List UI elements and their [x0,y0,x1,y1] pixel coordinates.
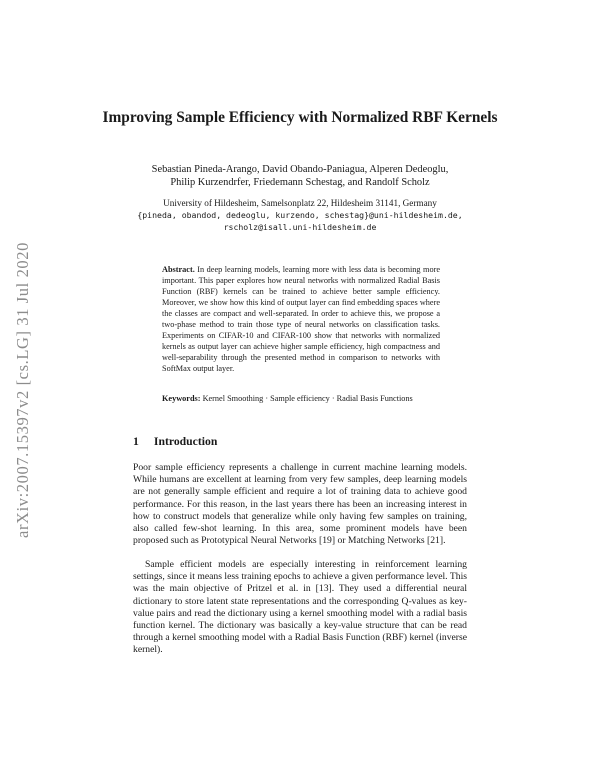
abstract-label: Abstract. [162,265,195,274]
section-number: 1 [133,435,139,448]
body-paragraph: Poor sample efficiency represents a challenge in current machine learning models. While humans are excellent at learning from very few samples, deep learning models are not generally sample efficient and require a lot of training data to achieve good performance. For this reason, in the last years there has been an increasing interest in how to construct models that generalize while only having few samples on training, also called few-shot learning. In this area, some prominent models have been proposed such as Prototypical Neural Networks [19] or Matching Networks [21]. [133,462,467,547]
affiliation-block [120,197,480,233]
section-heading-introduction [133,435,217,448]
body-paragraph: Sample efficient models are especially interesting in reinforcement learning settings, since it means less training epochs to achieve a given performance level. This was the main objective of Pritzel et al. in [13]. They used a differential neural dictionary to store latent state representations and the corresponding Q-values as key-value pairs and read the dictionary using a kernel smoothing model with a radial basis function kernel. The dictionary was basically a key-value structure that can be read through a kernel smoothing model with a Radial Basis Function (RBF) kernel (inverse kernel). [133,559,467,656]
paper-title: Improving Sample Efficiency with Normalized RBF Kernels [102,109,498,126]
institution: University of Hildesheim, Samelsonplatz 22, Hildesheim 31141, Germany [163,198,437,208]
arxiv-identifier-stamp [12,210,34,570]
abstract [162,265,440,375]
arxiv-identifier-text: arXiv:2007.15397v2 [cs.LG] 31 Jul 2020 [13,242,32,538]
keywords-label: Keywords: [162,394,201,403]
email-addresses: {pineda, obandod, dedeoglu, kurzendo, schestag}@uni-hildesheim.de, [137,210,463,220]
keywords-text: Kernel Smoothing · Sample efficiency · Radial Basis Functions [202,394,413,403]
section-title: Introduction [153,435,218,448]
email-address-secondary: rscholz@isall.uni-hildesheim.de [223,222,377,232]
abstract-text: In deep learning models, learning more with less data is becoming more important. This paper explores how neural networks with normalized Radial Basis Function (RBF) kernels can be trained to achieve better sample efficiency. Moreover, we show how this kind of output layer can find embedding spaces where the classes are compact and well-separated. In order to achieve this, we propose a two-phase method to train those type of neural networks on classification tasks. Experiments on CIFAR-10 and CIFAR-100 show that networks with normalized kernels as output layer can achieve higher sample efficiency, high compactness and well-separability through the presented method in comparison to networks with SoftMax output layer. [162,265,441,373]
author-list: Sebastian Pineda-Arango, David Obando-Paniagua, Alperen Dedeoglu, Philip Kurzendrfer, Friedemann Schestag, and Randolf Scholz [151,164,449,188]
keywords [162,393,440,404]
